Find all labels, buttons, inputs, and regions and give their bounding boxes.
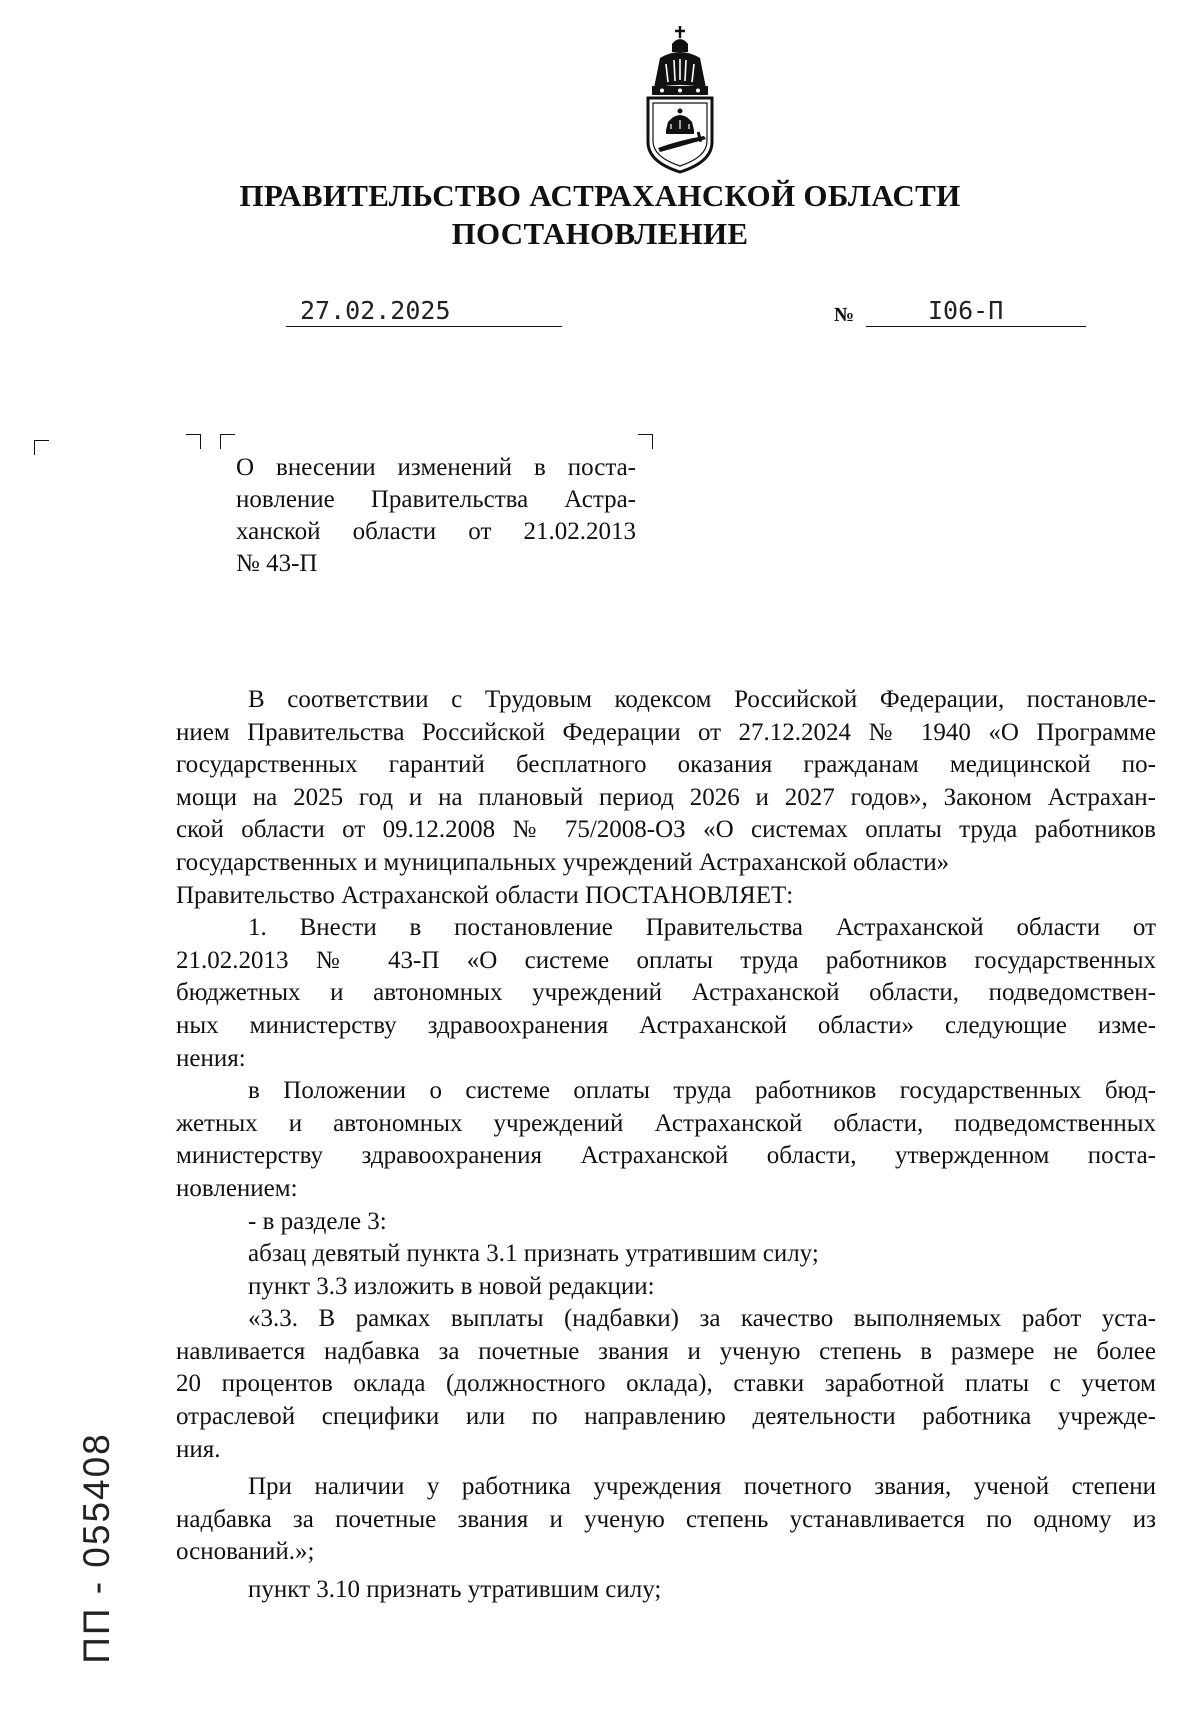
subject-line: новление Правительства Астра- — [236, 486, 636, 513]
body-line: отраслевой специфики или по направлению деятельности работника учрежде- — [176, 1403, 1156, 1431]
body-line: жетных и автономных учреждений Астраханской области, подведомственных — [176, 1109, 1156, 1137]
corner-mark-left — [34, 440, 49, 455]
subject-line: О внесении изменений в поста- — [236, 454, 636, 481]
body-line: пункт 3.3 изложить в новой редакции: — [248, 1272, 655, 1300]
document-type-title: ПОСТАНОВЛЕНИЕ — [451, 216, 749, 251]
body-line: надбавка за почетные звания и ученую степень устанавливается по одному из — [176, 1505, 1156, 1533]
body-line: нения: — [176, 1044, 246, 1072]
body-line: государственных и муниципальных учреждений Астраханской области» — [176, 848, 950, 876]
body-line: оснований.»; — [176, 1538, 315, 1566]
body-line: «3.3. В рамках выплаты (надбавки) за качество выполняемых работ уста- — [248, 1305, 1156, 1333]
body-line: мощи на 2025 год и на плановый период 2026 и 2027 годов», Законом Астрахан- — [176, 783, 1156, 811]
body-line: - в разделе 3: — [248, 1207, 387, 1235]
body-line: 21.02.2013 № 43-П «О системе оплаты труда работников государственных — [176, 946, 1156, 974]
body-line: 20 процентов оклада (должностного оклада), ставки заработной платы с учетом — [176, 1370, 1156, 1398]
body-line: ния. — [176, 1435, 221, 1463]
body-line: При наличии у работника учреждения почетного звания, ученой степени — [248, 1473, 1156, 1501]
body-line: государственных гарантий бесплатного оказания гражданам медицинской по- — [176, 751, 1156, 779]
document-subject — [236, 452, 636, 580]
body-line: нием Правительства Российской Федерации от 27.12.2024 № 1940 «О Программе — [176, 718, 1156, 746]
body-line: ных министерству здравоохранения Астраханской области» следующие изме- — [176, 1011, 1156, 1039]
body-line: абзац девятый пункта 3.1 признать утратившим силу; — [248, 1240, 819, 1268]
body-line: новлением: — [176, 1174, 298, 1202]
document-number: I06-П — [928, 296, 1004, 325]
body-line: бюджетных и автономных учреждений Астраханской области, подведомствен- — [176, 979, 1156, 1007]
number-sign-label: № — [834, 304, 855, 326]
body-line: пункт 3.10 признать утратившим силу; — [248, 1576, 662, 1604]
document-body — [176, 684, 1156, 1607]
subject-line: ханской области от 21.02.2013 — [236, 518, 636, 545]
subject-line: № 43-П — [236, 550, 318, 577]
coat-of-arms-emblem-icon — [634, 24, 726, 174]
body-line: ской области от 09.12.2008 № 75/2008-ОЗ «О системах оплаты труда работников — [176, 816, 1156, 844]
government-title: ПРАВИТЕЛЬСТВО АСТРАХАНСКОЙ ОБЛАСТИ — [239, 178, 961, 213]
document-date: 27.02.2025 — [300, 296, 451, 325]
body-line: Правительство Астраханской области ПОСТАНОВЛЯЕТ: — [176, 881, 794, 909]
side-serial-stamp — [52, 1432, 142, 1664]
corner-mark-inner-right — [186, 434, 201, 449]
body-line: министерству здравоохранения Астраханской области, утвержденном поста- — [176, 1142, 1156, 1170]
body-line: в Положении о системе оплаты труда работников государственных бюд- — [248, 1077, 1156, 1105]
body-line: навливается надбавка за почетные звания и ученую степень в размере не более — [176, 1337, 1156, 1365]
serial-number: ПП - 055408 — [76, 1432, 117, 1664]
body-line: В соответствии с Трудовым кодексом Российской Федерации, постановле- — [248, 686, 1156, 713]
body-line: 1. Внести в постановление Правительства Астраханской области от — [248, 914, 1156, 942]
corner-mark-inner-left — [220, 434, 235, 449]
corner-mark-right — [638, 434, 653, 449]
